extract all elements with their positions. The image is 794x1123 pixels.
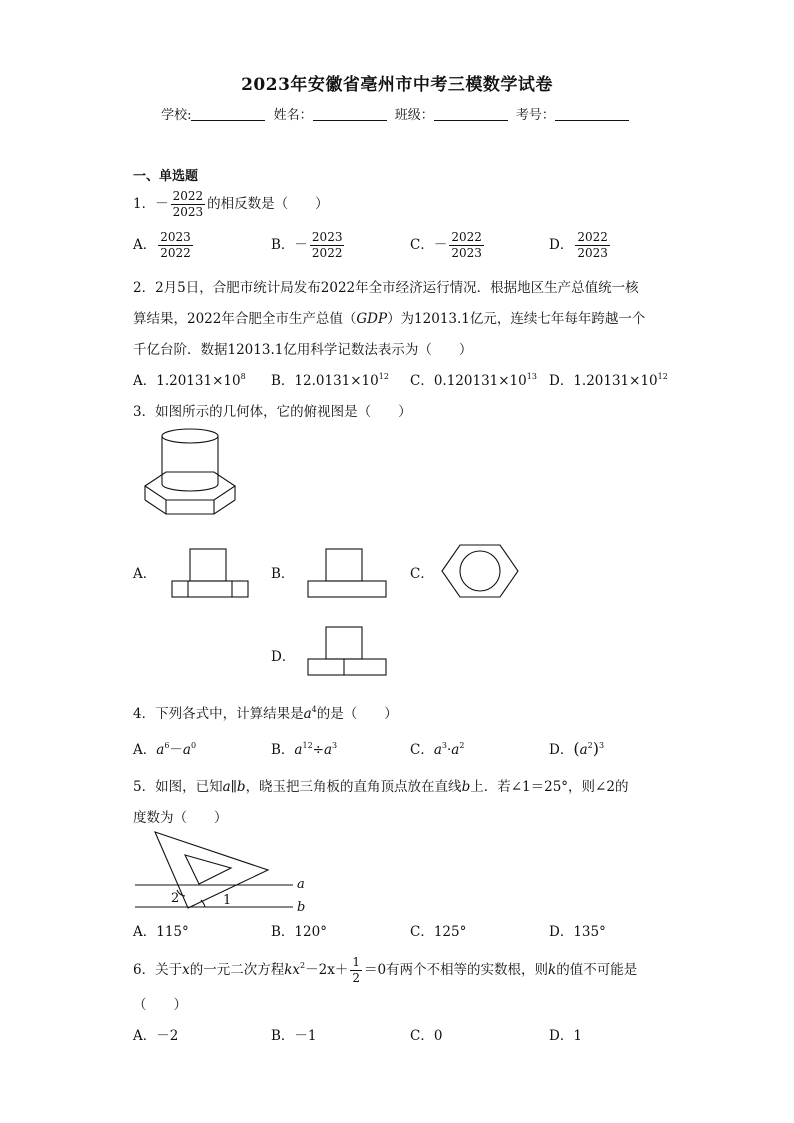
q2-option-d[interactable]	[549, 369, 668, 389]
school-blank[interactable]	[191, 108, 265, 121]
q6-option-b[interactable]: B．－1	[271, 1028, 317, 1044]
q6-option-c[interactable]: C．0	[410, 1028, 443, 1044]
q4-c-base-1: a	[433, 742, 442, 758]
q2-option-b-exp: 12	[378, 372, 389, 381]
q1-option-c[interactable]	[410, 230, 486, 261]
q1-option-d-fraction	[575, 230, 610, 261]
q1-option-c-label: C．－	[410, 237, 448, 253]
set-square-inner	[185, 855, 231, 884]
q6-line-1a: 6．关于	[133, 962, 183, 978]
q4-option-d[interactable]	[549, 738, 604, 758]
q4-stem-var: a	[303, 706, 312, 722]
q1-number: 1．	[133, 196, 156, 212]
q6-eq-end: ＝0	[363, 962, 387, 978]
q6-var-k: k	[548, 962, 557, 978]
q2-option-a-exp: 8	[240, 372, 246, 381]
q5-parallel: ∥	[230, 779, 237, 795]
q5-option-c[interactable]: C．125°	[410, 924, 467, 940]
q5-triangle-figure	[133, 830, 323, 915]
q3-solid-figure	[140, 428, 240, 518]
q1-option-c-fraction	[449, 230, 484, 261]
q4-d-exp-outer: 3	[598, 741, 605, 750]
q2-option-c-exp: 13	[526, 372, 537, 381]
q2-option-c-text: C．0.120131×10	[410, 373, 527, 389]
name-label: 姓名：	[273, 108, 313, 123]
q3c-circle	[460, 551, 500, 591]
q6-option-d[interactable]: D．1	[549, 1028, 582, 1044]
q4-b-base-1: a	[294, 742, 303, 758]
q4-option-c-label: C．	[410, 742, 434, 758]
q4-option-d-label: D．	[549, 742, 574, 758]
q4-d-paren-open: (	[573, 739, 580, 758]
q4-option-c[interactable]	[410, 738, 464, 758]
q2-line-3: 千亿台阶．数据12013.1亿用科学记数法表示为（ ）	[133, 342, 473, 358]
q1-stem-tail: 的相反数是（ ）	[207, 196, 329, 212]
q4-option-a[interactable]	[133, 738, 196, 758]
q1-option-a-label: A．	[133, 237, 157, 253]
q5-line-1a: 5．如图，已知	[133, 779, 223, 795]
q4-a-exp-2: 0	[190, 741, 197, 750]
label-b: b	[297, 900, 306, 915]
q6-eq-num: 1	[352, 955, 360, 969]
q1-a-den: 2022	[160, 246, 191, 260]
q5-var-b: b	[236, 779, 246, 795]
q6-eq-fraction	[350, 955, 362, 986]
q6-eq-kx: kx	[284, 962, 301, 978]
student-info-line	[0, 104, 794, 123]
q1-option-d[interactable]	[549, 230, 612, 261]
q3-option-b[interactable]: B．	[271, 566, 295, 582]
q3d-top-rect	[326, 627, 362, 659]
q2-option-c[interactable]	[410, 369, 537, 389]
hex-prism-bottom-edge	[145, 500, 235, 514]
exam-title: 2023年安徽省亳州市中考三模数学试卷	[241, 75, 553, 95]
school-label: 学校:	[161, 108, 192, 123]
q1-frac-den: 2023	[172, 205, 204, 219]
q2-option-d-exp: 12	[657, 372, 668, 381]
label-a: a	[297, 877, 305, 892]
q4-d-paren-close: )	[592, 739, 599, 758]
cylinder-base	[162, 484, 218, 491]
q1-option-a-fraction	[158, 230, 193, 261]
q1-b-num: 2023	[311, 230, 343, 244]
q1-minus: －	[155, 196, 169, 212]
q1-frac-num: 2022	[172, 189, 204, 203]
exam-number-blank[interactable]	[555, 108, 629, 121]
q2-line-2	[133, 307, 645, 327]
q6-eq-mid: －2x＋	[305, 962, 349, 978]
q4-c-exp-1: 3	[441, 741, 447, 750]
class-blank[interactable]	[434, 108, 508, 121]
q5-line-1e: 上．若∠1＝25°，则∠2的	[470, 779, 629, 795]
q4-d-exp-inner: 2	[587, 741, 593, 750]
q4-stem-a: 4．下列各式中，计算结果是	[133, 706, 304, 722]
q6-option-a[interactable]: A．－2	[133, 1028, 179, 1044]
q4-b-op: ÷	[312, 742, 324, 758]
q3-stem: 3．如图所示的几何体，它的俯视图是（ ）	[133, 404, 412, 420]
q3b-top-rect	[326, 549, 362, 581]
q1-option-b[interactable]	[271, 230, 346, 261]
q3-option-a-figure[interactable]	[170, 548, 250, 600]
cylinder-top	[162, 429, 218, 443]
q1-stem	[133, 189, 329, 220]
q2-line-2a: 算结果，2022年合肥全市生产总值（	[133, 311, 357, 327]
q4-option-a-label: A．	[133, 742, 157, 758]
q3c-hexagon	[442, 545, 518, 597]
q5-line-2: 度数为（ ）	[133, 810, 228, 826]
q3b-base-rect	[308, 581, 386, 597]
exam-number-label: 考号：	[515, 108, 555, 123]
q4-d-base: a	[579, 742, 588, 758]
q1-c-num: 2022	[451, 230, 482, 244]
q2-line-2b: ）为12013.1亿元，连续七年每年跨越一个	[387, 311, 646, 327]
q4-b-exp-1: 12	[302, 741, 313, 750]
q4-stem	[133, 702, 398, 722]
q4-c-exp-2: 2	[459, 741, 465, 750]
q4-c-base-2: a	[451, 742, 460, 758]
label-angle-2: 2	[171, 891, 180, 906]
q2-option-a[interactable]	[133, 369, 246, 389]
q3-option-c-figure[interactable]	[440, 543, 520, 603]
q4-option-b[interactable]	[271, 738, 337, 758]
q4-a-base-1: a	[156, 742, 165, 758]
q1-option-b-label: B．－	[271, 237, 308, 253]
q4-a-op: －	[169, 742, 183, 758]
q2-line-1: 2．2月5日，合肥市统计局发布2022年全市经济运行情况．根据地区生产总值统一核	[133, 280, 639, 296]
q3a-top-rect	[190, 549, 226, 581]
q6-line-1	[133, 955, 637, 986]
q3-option-d-figure[interactable]	[306, 626, 388, 678]
q5-option-a[interactable]: A．115°	[133, 924, 189, 940]
q1-d-num: 2022	[577, 230, 608, 244]
q4-b-exp-2: 3	[332, 741, 338, 750]
q6-eq-den: 2	[352, 971, 360, 985]
class-label: 班级：	[394, 108, 434, 123]
q1-option-b-fraction	[310, 230, 345, 261]
label-angle-1: 1	[223, 893, 232, 908]
q2-option-b-text: B．12.0131×10	[271, 373, 379, 389]
q2-option-d-text: D．1.20131×10	[549, 373, 658, 389]
q6-eq-exp: 2	[300, 961, 306, 970]
q3-option-c[interactable]: C．	[410, 566, 434, 582]
q3a-base-rect	[172, 581, 248, 597]
q6-var-x: x	[182, 962, 190, 978]
q2-gdp: GDP	[356, 311, 388, 327]
q3-option-a[interactable]: A．	[133, 566, 157, 582]
q1-c-den: 2023	[451, 246, 482, 260]
q3-option-d[interactable]: D．	[271, 649, 296, 665]
q6-line-1c: 有两个不相等的实数根，则	[386, 962, 549, 978]
q5-line-1	[133, 775, 628, 795]
q3-option-b-figure[interactable]	[306, 548, 388, 600]
q1-a-num: 2023	[160, 230, 191, 244]
q4-option-b-label: B．	[271, 742, 295, 758]
q2-option-b[interactable]	[271, 369, 389, 389]
q1-option-a[interactable]	[133, 230, 195, 261]
q1-b-den: 2022	[311, 246, 343, 260]
q4-b-base-2: a	[323, 742, 333, 758]
name-blank[interactable]	[313, 108, 387, 121]
q1-option-d-label: D．	[549, 237, 574, 253]
q4-a-base-2: a	[182, 742, 191, 758]
q5-option-b[interactable]: B．120°	[271, 924, 327, 940]
q1-d-den: 2023	[577, 246, 608, 260]
q3d-base-rect	[308, 659, 386, 675]
hex-prism-top-face	[145, 472, 235, 500]
q6-line-1b: 的一元二次方程	[189, 962, 285, 978]
q4-a-exp-1: 6	[164, 741, 170, 750]
q5-var-b2: b	[461, 779, 471, 795]
q6-line-1d: 的值不可能是	[556, 962, 638, 978]
q1-fraction	[171, 189, 206, 220]
q5-option-d[interactable]: D．135°	[549, 924, 606, 940]
q5-var-a: a	[222, 779, 231, 795]
q4-stem-exp: 4	[311, 705, 317, 714]
q4-stem-b: 的是（ ）	[316, 706, 398, 722]
q6-line-2: （ ）	[133, 997, 187, 1013]
q4-c-op: ·	[447, 742, 452, 758]
section-title: 一、单选题	[133, 169, 199, 184]
q2-option-a-text: A．1.20131×10	[133, 373, 241, 389]
q5-line-1c: ，晓玉把三角板的直角顶点放在直线	[245, 779, 462, 795]
